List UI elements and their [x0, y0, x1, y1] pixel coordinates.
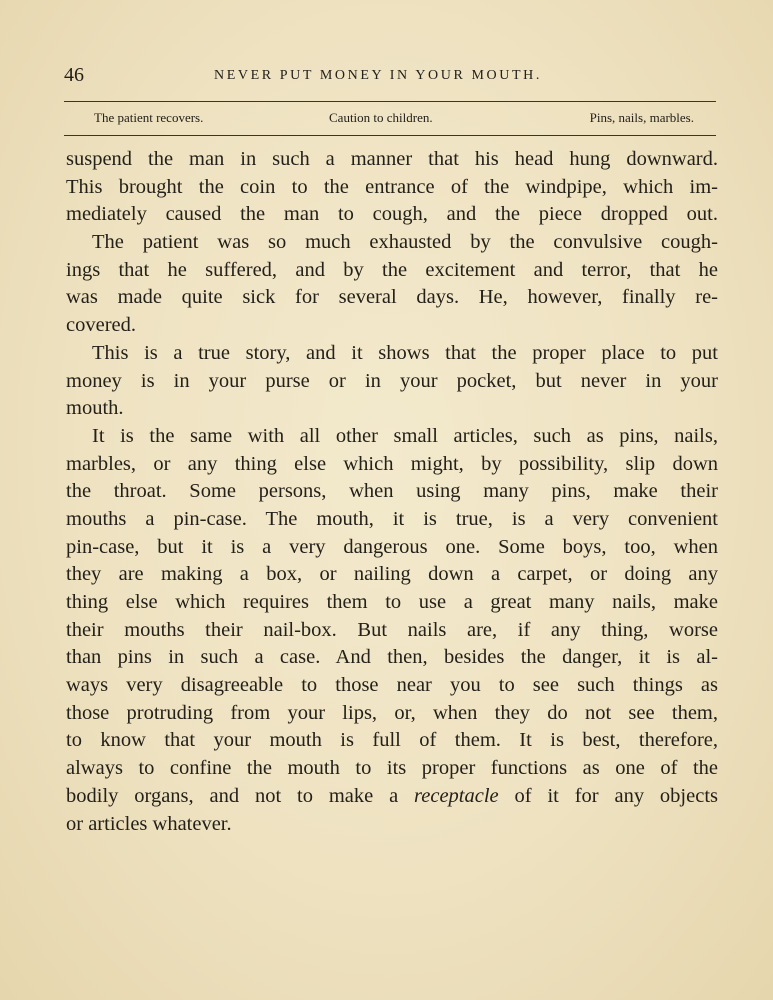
text-line: It is the same with all other small articles, such as pins, nails, — [92, 424, 718, 447]
text-segment: of it for any objects — [498, 784, 718, 807]
subhead-caution-to-children: Caution to children. — [329, 110, 433, 125]
text-line: ings that he suffered, and by the excitement and terror, that he — [66, 258, 718, 281]
text-line: they are making a box, or nailing down a carpet, or doing any — [66, 563, 718, 586]
text-line: marbles, or any thing else which might, by possibility, slip down — [66, 452, 718, 475]
running-head — [64, 64, 716, 88]
text-line: suspend the man in such a manner that his head hung downward. — [66, 148, 718, 170]
text-line: their mouths their nail-box. But nails are, if any thing, worse — [66, 618, 718, 641]
text-line: ways very disagreeable to those near you to see such things as — [66, 674, 718, 697]
text-line: mouth. — [66, 397, 124, 420]
body-text — [66, 146, 718, 838]
text-line: than pins in such a case. And then, besides the danger, it is al- — [66, 646, 718, 669]
text-line: or articles whatever. — [66, 812, 232, 835]
text-line: was made quite sick for several days. He, however, finally re- — [66, 286, 718, 309]
text-line: pin-case, but it is a very dangerous one. Some boys, too, when — [66, 535, 718, 558]
header-rule-bottom — [64, 135, 716, 136]
subhead-patient-recovers: The patient recovers. — [94, 110, 204, 125]
text-line: covered. — [66, 314, 136, 337]
text-segment: bodily organs, and not to make a — [66, 784, 415, 807]
italic-word-receptacle: receptacle — [414, 784, 499, 807]
text-line: the throat. Some persons, when using many pins, make their — [66, 480, 718, 503]
text-line: thing else which requires them to use a great many nails, make — [66, 591, 718, 613]
text-line: those protruding from your lips, or, when they do not see them, — [66, 701, 718, 724]
text-line: money is in your purse or in your pocket, but never in your — [66, 369, 718, 392]
running-title: NEVER PUT MONEY IN YOUR MOUTH. — [214, 68, 542, 83]
text-line: mouths a pin-case. The mouth, it is true, is a very convenient — [66, 507, 718, 530]
text-line: The patient was so much exhausted by the convulsive cough- — [92, 231, 718, 254]
text-line: mediately caused the man to cough, and the piece dropped out. — [66, 203, 718, 226]
section-subheads — [64, 110, 716, 128]
subhead-pins-nails-marbles: Pins, nails, marbles. — [589, 110, 694, 125]
text-line: to know that your mouth is full of them. It is best, therefore, — [66, 729, 718, 752]
text-line: This brought the coin to the entrance of the windpipe, which im- — [66, 175, 718, 198]
text-line: This is a true story, and it shows that the proper place to put — [92, 341, 718, 364]
text-line: always to confine the mouth to its proper functions as one of the — [66, 757, 718, 780]
header-rule-top — [64, 101, 716, 102]
page-number: 46 — [64, 64, 84, 86]
text-line-with-italic — [66, 783, 718, 811]
